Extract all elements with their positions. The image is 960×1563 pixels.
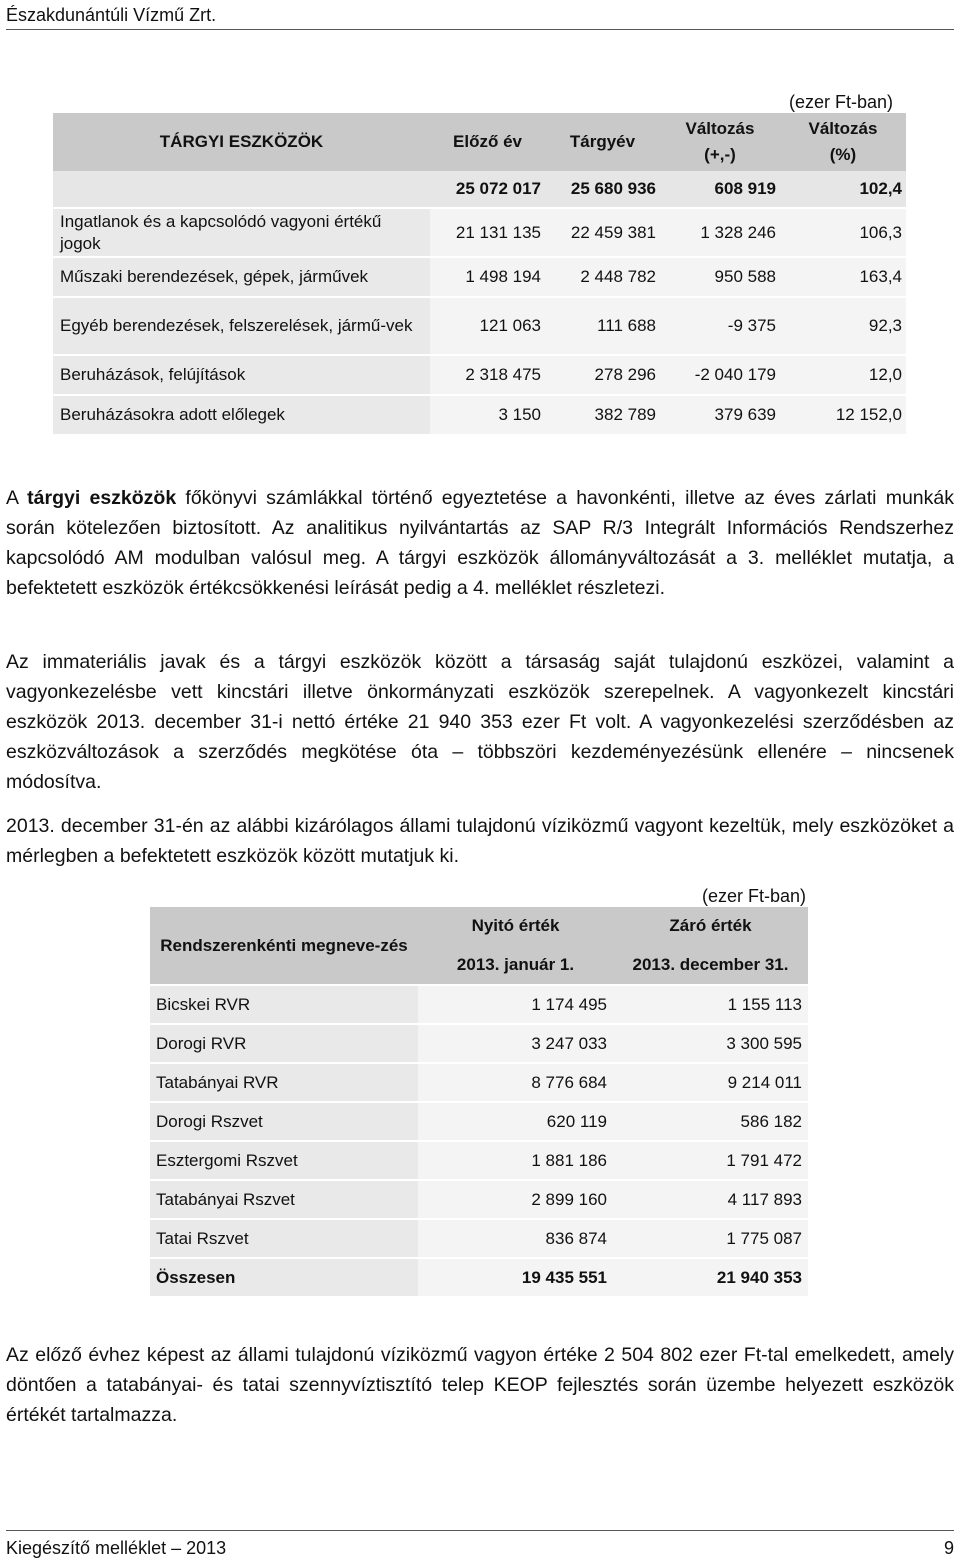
col-opening-value: Nyitó érték [418, 907, 613, 945]
row-close: 3 300 595 [613, 1023, 808, 1062]
total-prev: 25 072 017 [430, 171, 545, 207]
row-close: 21 940 353 [613, 1257, 808, 1296]
row-value: 382 789 [545, 394, 660, 434]
row-label: Dorogi RVR [150, 1023, 418, 1062]
total-current: 25 680 936 [545, 171, 660, 207]
table-row [53, 394, 906, 434]
total-change: 608 919 [660, 171, 780, 207]
table1-title: TÁRGYI ESZKÖZÖK [53, 113, 430, 171]
footer-title: Kiegészítő melléklet – 2013 [6, 1538, 227, 1558]
page-header [6, 4, 954, 30]
table-row [150, 1023, 808, 1062]
row-value: 21 131 135 [430, 207, 545, 256]
col-opening-date: 2013. január 1. [418, 945, 613, 984]
table1-total-row [53, 171, 906, 207]
row-value: 22 459 381 [545, 207, 660, 256]
table1-total-label [53, 171, 430, 207]
para1-pre: A [6, 487, 28, 509]
row-value: 379 639 [660, 394, 780, 434]
row-label: Tatabányai Rszvet [150, 1179, 418, 1218]
paragraph-state-assets: 2013. december 31-én az alábbi kizárólagos állami tulajdonú víziközmű vagyont kezeltük, mely eszközöket a mérlegben a befektetett eszközök között mutatjuk ki. [6, 815, 954, 867]
col-closing-date: 2013. december 31. [613, 945, 808, 984]
row-value: 1 328 246 [660, 207, 780, 256]
row-open: 19 435 551 [418, 1257, 613, 1296]
row-value: 12 152,0 [780, 394, 906, 434]
row-value: 278 296 [545, 354, 660, 394]
row-value: -9 375 [660, 296, 780, 354]
table2-unit-note: (ezer Ft-ban) [702, 886, 807, 906]
row-close: 1 775 087 [613, 1218, 808, 1257]
table-row [150, 1179, 808, 1218]
row-label: Ingatlanok és a kapcsolódó vagyoni értékű jogok [53, 207, 430, 256]
row-value: 950 588 [660, 256, 780, 296]
tangible-assets-table [53, 113, 906, 434]
table1-header-row [53, 113, 906, 171]
row-open: 3 247 033 [418, 1023, 613, 1062]
col-change-pct [780, 113, 906, 171]
col-change-pct-line1: Változás [808, 119, 878, 138]
paragraph-asset-management: Az immateriális javak és a tárgyi eszközök között a társaság saját tulajdonú eszközei, valamint a vagyonkezelésbe vett kincstári illetve önkormányzati eszközök szerepelnek. A vagyonkezelt kincstári eszközök 2013. december 31-i nettó értéke 21 940 353 ezer Ft volt. A vagyonkezelési szerződésben az eszközváltozások a szerződés megkötése óta – többszöri kezdeményezésünk ellenére – nincsenek módosítva. [6, 651, 954, 793]
row-value: 12,0 [780, 354, 906, 394]
table-row [53, 296, 906, 354]
company-name: Északdunántúli Vízmű Zrt. [6, 5, 217, 25]
row-label: Beruházásokra adott előlegek [53, 394, 430, 434]
row-label: Beruházások, felújítások [53, 354, 430, 394]
table-row [150, 1101, 808, 1140]
row-value: 2 448 782 [545, 256, 660, 296]
para1-post: főkönyvi számlákkal történő egyeztetése a havonkénti, illetve az éves zárlati munkák során kötelezően biztosított. Az analitikus nyilvántartás az SAP R/3 Integrált Információs Rendszerhez kapcsolódó AM modulban valósul meg. A tárgyi eszközök állományváltozását a 3. melléklet mutatja, a befektetett eszközök értékcsökkenési leírását pedig a 4. melléklet részletezi. [6, 487, 954, 599]
col-closing-value: Záró érték [613, 907, 808, 945]
col-change-pct-line2: (%) [829, 145, 857, 164]
row-label: Műszaki berendezések, gépek, járművek [53, 256, 430, 296]
table-row [150, 1218, 808, 1257]
row-label: Bicskei RVR [150, 984, 418, 1023]
row-label: Dorogi Rszvet [150, 1101, 418, 1140]
total-pct: 102,4 [780, 171, 906, 207]
row-label: Esztergomi Rszvet [150, 1140, 418, 1179]
row-close: 586 182 [613, 1101, 808, 1140]
table-row [150, 1140, 808, 1179]
col-change-abs-line2: (+,-) [704, 145, 736, 164]
row-open: 1 174 495 [418, 984, 613, 1023]
table1-unit-note: (ezer Ft-ban) [789, 92, 894, 112]
table-row [150, 1062, 808, 1101]
row-open: 836 874 [418, 1218, 613, 1257]
row-label: Tatabányai RVR [150, 1062, 418, 1101]
row-label: Tatai Rszvet [150, 1218, 418, 1257]
paragraph-value-increase: Az előző évhez képest az állami tulajdonú víziközmű vagyon értéke 2 504 802 ezer Ft-tal emelkedett, amely döntően a tatabányai- és tatai szennyvíztisztító telep KEOP fejlesztés során üzembe helyezett eszközök értékét tartalmazza. [6, 1344, 954, 1426]
row-label: Egyéb berendezések, felszerelések, jármű-vek [53, 296, 430, 354]
row-open: 1 881 186 [418, 1140, 613, 1179]
row-open: 620 119 [418, 1101, 613, 1140]
row-value: 111 688 [545, 296, 660, 354]
row-close: 1 791 472 [613, 1140, 808, 1179]
table-total-row [150, 1257, 808, 1296]
row-value: 106,3 [780, 207, 906, 256]
row-value: 163,4 [780, 256, 906, 296]
row-close: 9 214 011 [613, 1062, 808, 1101]
row-label: Összesen [150, 1257, 418, 1296]
page-footer [6, 1530, 954, 1559]
paragraph-reconciliation [6, 483, 954, 603]
col-prev-year: Előző év [430, 113, 545, 171]
row-value: -2 040 179 [660, 354, 780, 394]
row-close: 1 155 113 [613, 984, 808, 1023]
col-change-abs [660, 113, 780, 171]
row-open: 8 776 684 [418, 1062, 613, 1101]
page-number: 9 [943, 1538, 954, 1558]
table-row [53, 354, 906, 394]
table-row [53, 207, 906, 256]
para1-bold: tárgyi eszközök [27, 487, 177, 509]
col-system-name: Rendszerenkénti megneve-zés [150, 907, 418, 984]
row-value: 2 318 475 [430, 354, 545, 394]
col-current-year: Tárgyév [545, 113, 660, 171]
row-value: 92,3 [780, 296, 906, 354]
row-open: 2 899 160 [418, 1179, 613, 1218]
col-change-abs-line1: Változás [685, 119, 755, 138]
row-close: 4 117 893 [613, 1179, 808, 1218]
table2-header-row [150, 907, 808, 945]
row-value: 1 498 194 [430, 256, 545, 296]
row-value: 121 063 [430, 296, 545, 354]
table-row [150, 984, 808, 1023]
table-row [53, 256, 906, 296]
state-assets-table [150, 907, 808, 1296]
row-value: 3 150 [430, 394, 545, 434]
